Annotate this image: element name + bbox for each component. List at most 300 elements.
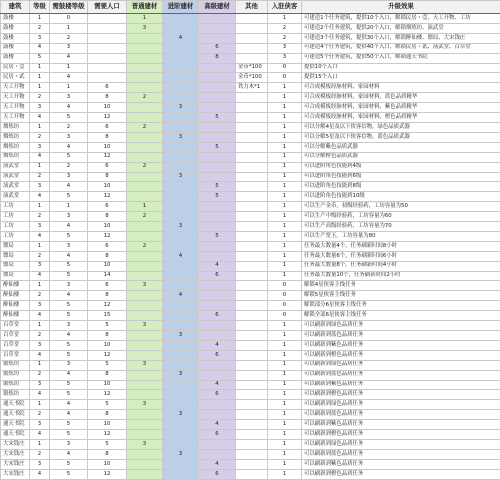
resident-heroes-cell[interactable]: 3 (268, 43, 302, 53)
level-cell[interactable]: 1 (30, 63, 50, 73)
table-row[interactable] (1, 459, 500, 469)
population-cell[interactable]: 12 (88, 192, 127, 202)
other-cell[interactable] (236, 222, 268, 232)
upgrade-effect-cell[interactable]: 可以刷新到绿色品质任务 (302, 400, 500, 410)
building-cell[interactable]: 百草堂 (1, 340, 30, 350)
other-cell[interactable] (236, 23, 268, 33)
resident-heroes-cell[interactable]: 2 (268, 23, 302, 33)
building-cell[interactable]: 民居・贰 (1, 73, 30, 83)
other-cell[interactable] (236, 469, 268, 479)
high-material-cell[interactable] (199, 370, 236, 380)
other-cell[interactable] (236, 449, 268, 459)
level-cell[interactable]: 4 (30, 271, 50, 281)
other-cell[interactable] (236, 212, 268, 222)
building-cell[interactable]: 百草堂 (1, 350, 30, 360)
upgrade-effect-cell[interactable]: 可以刷新到橙色品质任务 (302, 469, 500, 479)
high-material-cell[interactable] (199, 360, 236, 370)
building-cell[interactable]: 鼓楼 (1, 53, 30, 63)
normal-material-cell[interactable] (127, 350, 163, 360)
upgrade-effect-cell[interactable]: 解锁4星侠客主线任务 (302, 281, 500, 291)
population-cell[interactable]: 12 (88, 301, 127, 311)
building-cell[interactable]: 烟炼坊 (1, 132, 30, 142)
advanced-material-cell[interactable] (163, 63, 199, 73)
resident-heroes-cell[interactable]: 1 (268, 459, 302, 469)
table-row[interactable] (1, 370, 500, 380)
building-cell[interactable]: 通天书院 (1, 430, 30, 440)
level-cell[interactable]: 2 (30, 93, 50, 103)
building-cell[interactable]: 醉仙楼 (1, 281, 30, 291)
table-row[interactable] (1, 410, 500, 420)
drum-tower-level-cell[interactable]: 1 (50, 83, 88, 93)
high-material-cell[interactable]: 4 (199, 261, 236, 271)
upgrade-effect-cell[interactable]: 可以进阶角色技能到10级 (302, 192, 500, 202)
other-cell[interactable] (236, 271, 268, 281)
table-row[interactable] (1, 350, 500, 360)
level-cell[interactable]: 3 (30, 340, 50, 350)
other-cell[interactable] (236, 420, 268, 430)
table-row[interactable] (1, 420, 500, 430)
normal-material-cell[interactable] (127, 192, 163, 202)
resident-heroes-cell[interactable]: 1 (268, 152, 302, 162)
drum-tower-level-cell[interactable]: 5 (50, 420, 88, 430)
population-cell[interactable] (88, 63, 127, 73)
resident-heroes-cell[interactable]: 1 (268, 162, 302, 172)
high-material-cell[interactable] (199, 83, 236, 93)
high-material-cell[interactable]: 5 (199, 231, 236, 241)
table-row[interactable] (1, 152, 500, 162)
upgrade-effect-cell[interactable]: 可合成模板经脉材料，家园材料，蓝色品质精华 (302, 93, 500, 103)
population-cell[interactable]: 5 (88, 360, 127, 370)
advanced-material-cell[interactable] (163, 439, 199, 449)
level-cell[interactable]: 1 (30, 281, 50, 291)
drum-tower-level-cell[interactable]: 4 (50, 410, 88, 420)
upgrade-effect-cell[interactable]: 可建造3个任务建筑，提供30个入口，解锁醉仙楼、镖局、大宋钱庄 (302, 33, 500, 43)
level-cell[interactable]: 4 (30, 152, 50, 162)
population-cell[interactable]: 10 (88, 103, 127, 113)
table-row[interactable] (1, 142, 500, 152)
drum-tower-level-cell[interactable]: 3 (50, 132, 88, 142)
upgrade-effect-cell[interactable]: 可以生产金币，初级经验药，工坊容量为50 (302, 202, 500, 212)
level-cell[interactable]: 4 (30, 311, 50, 321)
upgrade-effect-cell[interactable]: 可建造1个任务建筑，提供10个入口，解锁民居・壹、天工开物、工坊 (302, 14, 500, 24)
advanced-material-cell[interactable] (163, 202, 199, 212)
resident-heroes-cell[interactable]: 1 (268, 83, 302, 93)
header-normal-material[interactable]: 普通建材 (127, 1, 163, 14)
other-cell[interactable] (236, 122, 268, 132)
advanced-material-cell[interactable] (163, 261, 199, 271)
normal-material-cell[interactable] (127, 33, 163, 43)
normal-material-cell[interactable] (127, 182, 163, 192)
level-cell[interactable]: 1 (30, 400, 50, 410)
upgrade-effect-cell[interactable]: 可以刷新到紫色品质任务 (302, 459, 500, 469)
other-cell[interactable] (236, 152, 268, 162)
resident-heroes-cell[interactable]: 1 (268, 231, 302, 241)
other-cell[interactable] (236, 439, 268, 449)
building-cell[interactable]: 大宋钱庄 (1, 449, 30, 459)
table-row[interactable] (1, 122, 500, 132)
level-cell[interactable]: 2 (30, 291, 50, 301)
high-material-cell[interactable] (199, 73, 236, 83)
table-row[interactable] (1, 400, 500, 410)
level-cell[interactable]: 4 (30, 390, 50, 400)
table-row[interactable] (1, 340, 500, 350)
drum-tower-level-cell[interactable]: 3 (50, 93, 88, 103)
upgrade-effect-cell[interactable]: 可以刷新到紫色品质任务 (302, 380, 500, 390)
drum-tower-level-cell[interactable]: 5 (50, 350, 88, 360)
advanced-material-cell[interactable] (163, 122, 199, 132)
upgrade-effect-cell[interactable]: 可以刷新到蓝色品质任务 (302, 449, 500, 459)
population-cell[interactable]: 8 (88, 251, 127, 261)
normal-material-cell[interactable] (127, 73, 163, 83)
building-cell[interactable]: 天工开物 (1, 83, 30, 93)
level-cell[interactable]: 3 (30, 380, 50, 390)
resident-heroes-cell[interactable]: 1 (268, 142, 302, 152)
advanced-material-cell[interactable] (163, 350, 199, 360)
drum-tower-level-cell[interactable]: 4 (50, 251, 88, 261)
resident-heroes-cell[interactable]: 1 (268, 202, 302, 212)
resident-heroes-cell[interactable]: 1 (268, 360, 302, 370)
drum-tower-level-cell[interactable]: 5 (50, 231, 88, 241)
population-cell[interactable]: 5 (88, 439, 127, 449)
other-cell[interactable] (236, 43, 268, 53)
building-cell[interactable]: 醉仙楼 (1, 311, 30, 321)
table-row[interactable] (1, 271, 500, 281)
high-material-cell[interactable] (199, 410, 236, 420)
drum-tower-level-cell[interactable]: 4 (50, 291, 88, 301)
drum-tower-level-cell[interactable]: 2 (50, 33, 88, 43)
high-material-cell[interactable] (199, 33, 236, 43)
table-row[interactable] (1, 132, 500, 142)
other-cell[interactable] (236, 350, 268, 360)
level-cell[interactable]: 4 (30, 43, 50, 53)
level-cell[interactable]: 1 (30, 73, 50, 83)
resident-heroes-cell[interactable]: 1 (268, 370, 302, 380)
other-cell[interactable] (236, 360, 268, 370)
resident-heroes-cell[interactable]: 1 (268, 182, 302, 192)
level-cell[interactable]: 3 (30, 261, 50, 271)
population-cell[interactable]: 10 (88, 261, 127, 271)
high-material-cell[interactable] (199, 251, 236, 261)
normal-material-cell[interactable] (127, 340, 163, 350)
building-cell[interactable]: 天工开物 (1, 113, 30, 123)
level-cell[interactable]: 4 (30, 192, 50, 202)
header-advanced-material[interactable]: 进阶建材 (163, 1, 199, 14)
normal-material-cell[interactable] (127, 222, 163, 232)
resident-heroes-cell[interactable]: 0 (268, 291, 302, 301)
building-cell[interactable]: 通天书院 (1, 420, 30, 430)
population-cell[interactable]: 10 (88, 222, 127, 232)
advanced-material-cell[interactable] (163, 281, 199, 291)
resident-heroes-cell[interactable]: 2 (268, 33, 302, 43)
drum-tower-level-cell[interactable]: 5 (50, 390, 88, 400)
other-cell[interactable] (236, 162, 268, 172)
upgrade-effect-cell[interactable]: 可以刷新到橙色品质任务 (302, 350, 500, 360)
high-material-cell[interactable]: 4 (199, 459, 236, 469)
level-cell[interactable]: 3 (30, 182, 50, 192)
upgrade-effect-cell[interactable]: 可以生产宽玉，工坊容量为80 (302, 231, 500, 241)
high-material-cell[interactable] (199, 281, 236, 291)
high-material-cell[interactable] (199, 14, 236, 24)
upgrade-effect-cell[interactable]: 解锁部分6星侠客主线任务 (302, 301, 500, 311)
advanced-material-cell[interactable]: 3 (163, 331, 199, 341)
drum-tower-level-cell[interactable]: 5 (50, 340, 88, 350)
resident-heroes-cell[interactable]: 1 (268, 380, 302, 390)
resident-heroes-cell[interactable]: 0 (268, 63, 302, 73)
normal-material-cell[interactable] (127, 261, 163, 271)
advanced-material-cell[interactable] (163, 271, 199, 281)
building-cell[interactable]: 锻炼坊 (1, 380, 30, 390)
drum-tower-level-cell[interactable]: 5 (50, 301, 88, 311)
other-cell[interactable] (236, 113, 268, 123)
drum-tower-level-cell[interactable]: 5 (50, 271, 88, 281)
advanced-material-cell[interactable]: 3 (163, 370, 199, 380)
table-row[interactable] (1, 390, 500, 400)
table-row[interactable] (1, 103, 500, 113)
other-cell[interactable] (236, 103, 268, 113)
level-cell[interactable]: 4 (30, 469, 50, 479)
building-cell[interactable]: 锻炼坊 (1, 370, 30, 380)
other-cell[interactable] (236, 430, 268, 440)
drum-tower-level-cell[interactable]: 2 (50, 122, 88, 132)
upgrade-effect-cell[interactable]: 可以刷新到蓝色品质任务 (302, 410, 500, 420)
normal-material-cell[interactable]: 2 (127, 93, 163, 103)
level-cell[interactable]: 4 (30, 113, 50, 123)
building-cell[interactable]: 大宋钱庄 (1, 439, 30, 449)
advanced-material-cell[interactable] (163, 162, 199, 172)
drum-tower-level-cell[interactable]: 5 (50, 430, 88, 440)
table-row[interactable] (1, 192, 500, 202)
header-other[interactable]: 其他 (236, 1, 268, 14)
building-cell[interactable]: 通天书院 (1, 400, 30, 410)
other-cell[interactable] (236, 301, 268, 311)
resident-heroes-cell[interactable]: 1 (268, 390, 302, 400)
table-row[interactable] (1, 222, 500, 232)
population-cell[interactable]: 8 (88, 212, 127, 222)
high-material-cell[interactable]: 5 (199, 182, 236, 192)
population-cell[interactable]: 12 (88, 152, 127, 162)
upgrade-effect-cell[interactable]: 可以分解紫色品质武器 (302, 142, 500, 152)
high-material-cell[interactable]: 6 (199, 43, 236, 53)
building-cell[interactable]: 工坊 (1, 222, 30, 232)
table-row[interactable] (1, 311, 500, 321)
high-material-cell[interactable] (199, 23, 236, 33)
building-cell[interactable]: 演武堂 (1, 172, 30, 182)
normal-material-cell[interactable] (127, 83, 163, 93)
level-cell[interactable]: 1 (30, 360, 50, 370)
population-cell[interactable]: 10 (88, 459, 127, 469)
normal-material-cell[interactable] (127, 420, 163, 430)
population-cell[interactable]: 6 (88, 202, 127, 212)
resident-heroes-cell[interactable]: 1 (268, 251, 302, 261)
other-cell[interactable] (236, 182, 268, 192)
building-cell[interactable]: 工坊 (1, 202, 30, 212)
upgrade-effect-cell[interactable]: 可以刷新到绿色品质任务 (302, 321, 500, 331)
header-building[interactable]: 建筑 (1, 1, 30, 14)
normal-material-cell[interactable] (127, 291, 163, 301)
level-cell[interactable]: 1 (30, 439, 50, 449)
resident-heroes-cell[interactable]: 1 (268, 420, 302, 430)
normal-material-cell[interactable] (127, 410, 163, 420)
normal-material-cell[interactable] (127, 251, 163, 261)
drum-tower-level-cell[interactable]: 2 (50, 162, 88, 172)
table-row[interactable] (1, 331, 500, 341)
resident-heroes-cell[interactable]: 1 (268, 192, 302, 202)
resident-heroes-cell[interactable]: 1 (268, 172, 302, 182)
level-cell[interactable]: 2 (30, 212, 50, 222)
building-cell[interactable]: 民居・壹 (1, 63, 30, 73)
normal-material-cell[interactable] (127, 390, 163, 400)
building-cell[interactable]: 镖局 (1, 241, 30, 251)
other-cell[interactable] (236, 261, 268, 271)
resident-heroes-cell[interactable]: 1 (268, 410, 302, 420)
table-row[interactable] (1, 439, 500, 449)
building-cell[interactable]: 醉仙楼 (1, 301, 30, 311)
upgrade-effect-cell[interactable]: 可以刷新到紫色品质任务 (302, 340, 500, 350)
high-material-cell[interactable] (199, 103, 236, 113)
advanced-material-cell[interactable]: 3 (163, 172, 199, 182)
advanced-material-cell[interactable]: 4 (163, 291, 199, 301)
upgrade-effect-cell[interactable]: 可以刷新到橙色品质任务 (302, 430, 500, 440)
drum-tower-level-cell[interactable]: 3 (50, 439, 88, 449)
building-cell[interactable]: 镖局 (1, 261, 30, 271)
advanced-material-cell[interactable] (163, 113, 199, 123)
level-cell[interactable]: 3 (30, 222, 50, 232)
level-cell[interactable]: 3 (30, 301, 50, 311)
advanced-material-cell[interactable] (163, 93, 199, 103)
upgrade-effect-cell[interactable]: 可以生产高级经验药，工坊容量为70 (302, 222, 500, 232)
upgrade-effect-cell[interactable]: 可以刷新到蓝色品质任务 (302, 331, 500, 341)
drum-tower-level-cell[interactable]: 4 (50, 370, 88, 380)
upgrade-effect-cell[interactable]: 解锁5星侠客主线任务 (302, 291, 500, 301)
building-cell[interactable]: 通天书院 (1, 410, 30, 420)
table-row[interactable] (1, 281, 500, 291)
normal-material-cell[interactable]: 2 (127, 122, 163, 132)
resident-heroes-cell[interactable]: 0 (268, 301, 302, 311)
other-cell[interactable] (236, 400, 268, 410)
drum-tower-level-cell[interactable]: 5 (50, 311, 88, 321)
normal-material-cell[interactable] (127, 370, 163, 380)
population-cell[interactable]: 10 (88, 340, 127, 350)
other-cell[interactable] (236, 380, 268, 390)
high-material-cell[interactable] (199, 449, 236, 459)
population-cell[interactable]: 8 (88, 93, 127, 103)
normal-material-cell[interactable] (127, 331, 163, 341)
building-cell[interactable]: 鼓楼 (1, 23, 30, 33)
population-cell[interactable]: 10 (88, 142, 127, 152)
other-cell[interactable] (236, 241, 268, 251)
normal-material-cell[interactable] (127, 63, 163, 73)
building-cell[interactable]: 鼓楼 (1, 43, 30, 53)
normal-material-cell[interactable] (127, 231, 163, 241)
resident-heroes-cell[interactable]: 1 (268, 222, 302, 232)
normal-material-cell[interactable] (127, 103, 163, 113)
other-cell[interactable] (236, 311, 268, 321)
advanced-material-cell[interactable] (163, 231, 199, 241)
level-cell[interactable]: 1 (30, 241, 50, 251)
population-cell[interactable] (88, 14, 127, 24)
building-cell[interactable]: 天工开物 (1, 103, 30, 113)
upgrade-effect-cell[interactable]: 解锁全部6星侠客主线任务 (302, 311, 500, 321)
high-material-cell[interactable]: 4 (199, 380, 236, 390)
population-cell[interactable]: 5 (88, 321, 127, 331)
population-cell[interactable] (88, 73, 127, 83)
other-cell[interactable] (236, 132, 268, 142)
table-row[interactable] (1, 73, 500, 83)
building-cell[interactable]: 演武堂 (1, 192, 30, 202)
header-population[interactable]: 需要人口 (88, 1, 127, 14)
normal-material-cell[interactable] (127, 142, 163, 152)
building-cell[interactable]: 工坊 (1, 212, 30, 222)
upgrade-effect-cell[interactable]: 可以刷新到绿色品质任务 (302, 439, 500, 449)
normal-material-cell[interactable] (127, 449, 163, 459)
high-material-cell[interactable]: 5 (199, 113, 236, 123)
population-cell[interactable]: 5 (88, 400, 127, 410)
other-cell[interactable] (236, 281, 268, 291)
normal-material-cell[interactable]: 1 (127, 14, 163, 24)
high-material-cell[interactable] (199, 400, 236, 410)
resident-heroes-cell[interactable]: 1 (268, 340, 302, 350)
upgrade-effect-cell[interactable]: 可建造5个任务建筑，提供50个入口，解锁通天书院 (302, 53, 500, 63)
normal-material-cell[interactable]: 3 (127, 400, 163, 410)
drum-tower-level-cell[interactable]: 5 (50, 469, 88, 479)
building-cell[interactable]: 烟炼坊 (1, 152, 30, 162)
table-row[interactable] (1, 93, 500, 103)
population-cell[interactable]: 8 (88, 172, 127, 182)
building-cell[interactable]: 镖局 (1, 251, 30, 261)
header-resident-heroes[interactable]: 入驻侠客 (268, 1, 302, 14)
building-cell[interactable]: 镖局 (1, 271, 30, 281)
level-cell[interactable]: 1 (30, 14, 50, 24)
table-row[interactable] (1, 14, 500, 24)
high-material-cell[interactable]: 8 (199, 53, 236, 63)
other-cell[interactable]: 铁力木*1 (236, 83, 268, 93)
building-cell[interactable]: 烟炼坊 (1, 122, 30, 132)
resident-heroes-cell[interactable]: 1 (268, 241, 302, 251)
high-material-cell[interactable]: 6 (199, 469, 236, 479)
high-material-cell[interactable] (199, 301, 236, 311)
advanced-material-cell[interactable] (163, 182, 199, 192)
normal-material-cell[interactable] (127, 459, 163, 469)
table-row[interactable] (1, 469, 500, 479)
drum-tower-level-cell[interactable]: 5 (50, 113, 88, 123)
other-cell[interactable] (236, 53, 268, 63)
normal-material-cell[interactable]: 3 (127, 439, 163, 449)
other-cell[interactable] (236, 331, 268, 341)
high-material-cell[interactable] (199, 172, 236, 182)
advanced-material-cell[interactable] (163, 390, 199, 400)
advanced-material-cell[interactable] (163, 212, 199, 222)
drum-tower-level-cell[interactable]: 5 (50, 261, 88, 271)
level-cell[interactable]: 2 (30, 410, 50, 420)
resident-heroes-cell[interactable]: 1 (268, 350, 302, 360)
building-cell[interactable]: 工坊 (1, 231, 30, 241)
resident-heroes-cell[interactable]: 1 (268, 400, 302, 410)
population-cell[interactable]: 10 (88, 182, 127, 192)
table-row[interactable] (1, 430, 500, 440)
normal-material-cell[interactable] (127, 469, 163, 479)
drum-tower-level-cell[interactable]: 4 (50, 103, 88, 113)
level-cell[interactable]: 4 (30, 231, 50, 241)
resident-heroes-cell[interactable]: 3 (268, 53, 302, 63)
high-material-cell[interactable]: 6 (199, 390, 236, 400)
advanced-material-cell[interactable]: 4 (163, 251, 199, 261)
upgrade-effect-cell[interactable]: 可合成模板经脉材料，家园材料，紫色品质精华 (302, 103, 500, 113)
header-drum-tower-level[interactable]: 需鼓楼等级 (50, 1, 88, 14)
resident-heroes-cell[interactable]: 1 (268, 122, 302, 132)
drum-tower-level-cell[interactable]: 3 (50, 172, 88, 182)
upgrade-effect-cell[interactable]: 提供10个入口 (302, 63, 500, 73)
header-upgrade-effect[interactable]: 升级效果 (302, 1, 500, 14)
